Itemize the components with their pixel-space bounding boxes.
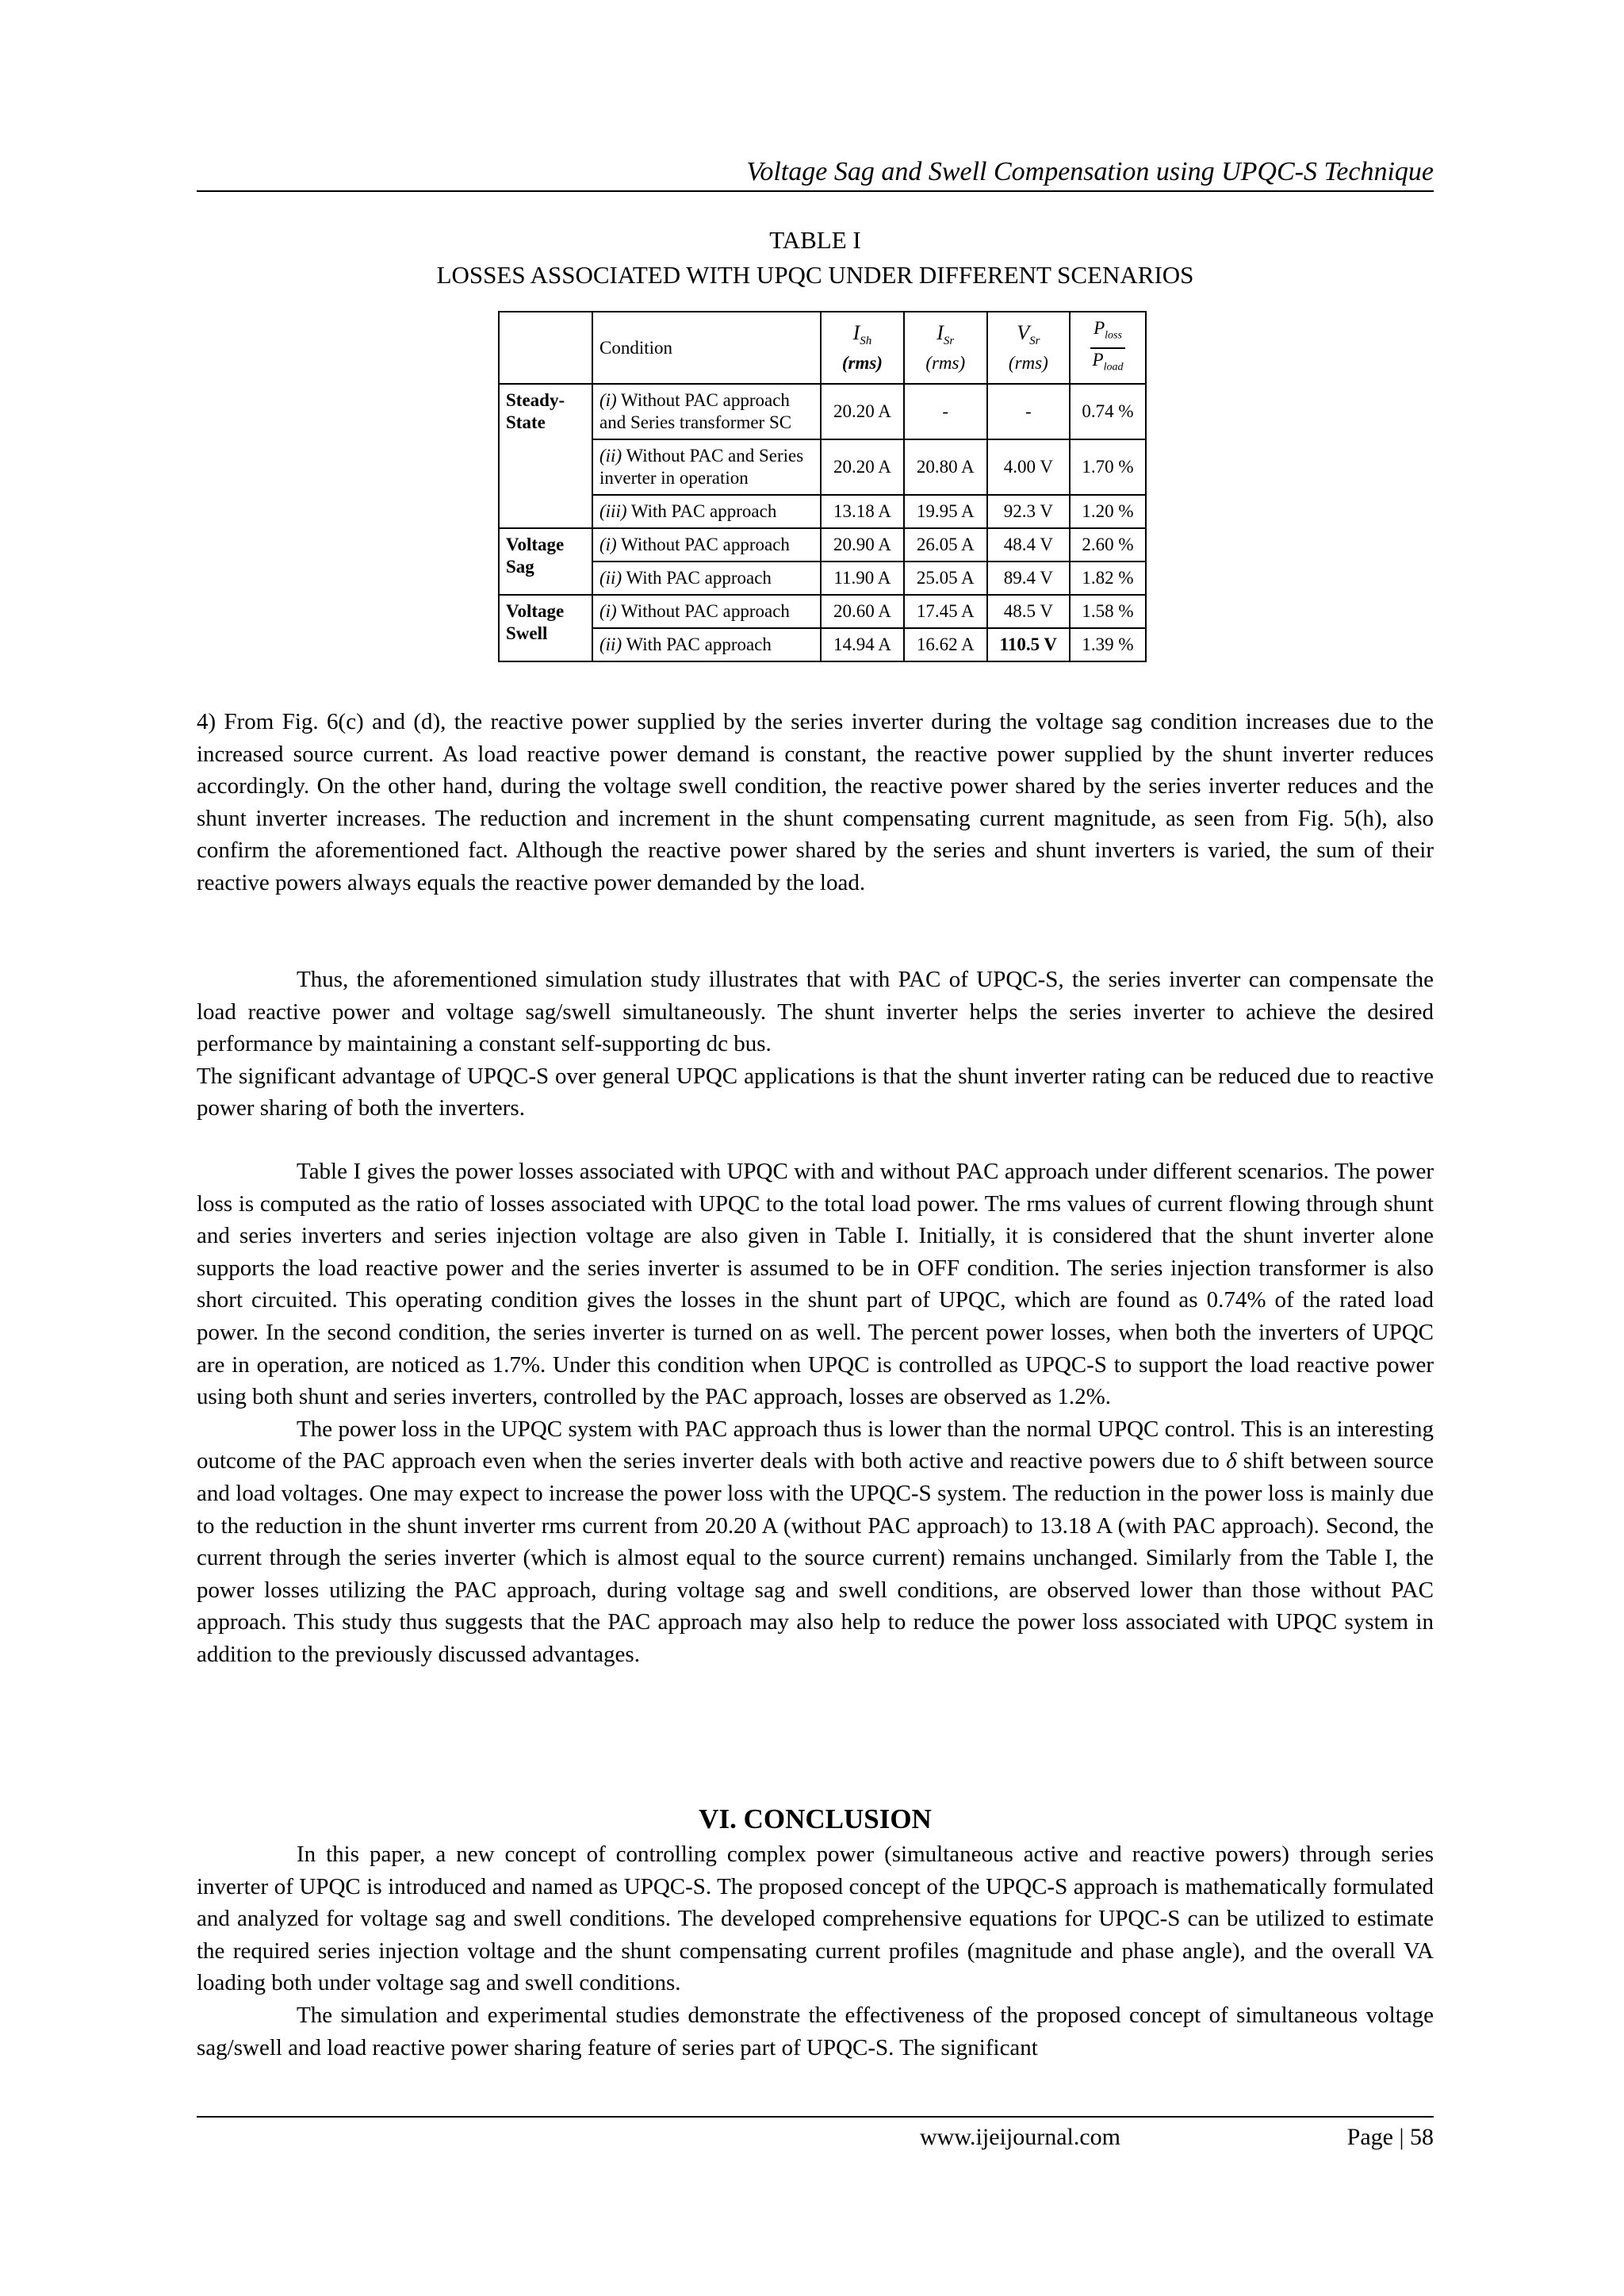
scenario-voltage-swell: Voltage Swell bbox=[499, 595, 592, 661]
cell-ish: 20.20 A bbox=[821, 384, 904, 439]
paragraph-text: Table I gives the power losses associated with UPQC with and without PAC approach under different scenarios. The power loss is computed as the ratio of losses associated with UPQC to the total load power. The rms values of current flowing through shunt and series inverters and series injection voltage are also given in Table I. Initially, it is considered that the shunt inverter alone supports the load reactive power and the series inverter is assumed to be in OFF condition. The series injection transformer is also short circuited. This operating condition gives the losses in the shunt part of UPQC, which are found as 0.74% of the rated load power. In the second condition, the series inverter is turned on as well. The percent power losses, when both the inverters of UPQC are in operation, are noticed as 1.7%. Under this condition when UPQC is controlled as UPQC-S to support the load reactive power using both shunt and series inverters, controlled by the PAC approach, losses are observed as 1.2%. bbox=[197, 1159, 1434, 1410]
cell-loss: 0.74 % bbox=[1070, 384, 1146, 439]
scenario-voltage-sag: Voltage Sag bbox=[499, 528, 592, 595]
footer-rule bbox=[197, 2116, 1434, 2118]
table-row bbox=[499, 562, 1146, 595]
row-condition: (ii) With PAC approach bbox=[592, 628, 821, 661]
cell-ish: 20.20 A bbox=[821, 439, 904, 495]
cell-ish: 11.90 A bbox=[821, 562, 904, 595]
row-condition: (i) Without PAC approach bbox=[592, 595, 821, 628]
table-row bbox=[499, 628, 1146, 661]
table-row bbox=[499, 384, 1146, 439]
cell-vsr: 89.4 V bbox=[987, 562, 1070, 595]
header-ish: $I_{Sh}$ (rms) bbox=[821, 312, 904, 384]
cell-isr: 19.95 A bbox=[904, 495, 987, 528]
table-row bbox=[499, 439, 1146, 495]
paragraph-reactive-power bbox=[197, 706, 1434, 899]
paragraph-text: 4) From Fig. 6(c) and (d), the reactive power supplied by the series inverter during the voltage sag condition increases due to the increased source current. As load reactive power demand is constant, the reactive power supplied by the shunt inverter reduces accordingly. On the other hand, during the voltage swell condition, the reactive power shared by the series inverter reduces and the shunt inverter increases. The reduction and increment in the shunt compensating current magnitude, as seen from Fig. 5(h), also confirm the aforementioned fact. Although the reactive power shared by the series and shunt inverters is varied, the sum of their reactive powers always equals the reactive power demanded by the load. bbox=[197, 709, 1434, 895]
table-row bbox=[499, 595, 1146, 628]
paragraph-conclusion bbox=[197, 1838, 1434, 2064]
cell-vsr: 92.3 V bbox=[987, 495, 1070, 528]
table-label: TABLE I bbox=[769, 226, 861, 254]
table-row bbox=[499, 495, 1146, 528]
cell-ish: 20.60 A bbox=[821, 595, 904, 628]
paragraph-table-discussion bbox=[197, 1156, 1434, 1671]
header-condition: Condition bbox=[592, 312, 821, 384]
cell-loss: 1.58 % bbox=[1070, 595, 1146, 628]
losses-table bbox=[498, 311, 1147, 662]
paragraph-text: The significant advantage of UPQC-S over general UPQC applications is that the shunt inverter rating can be reduced due to reactive power sharing of both the inverters. bbox=[197, 1063, 1434, 1121]
row-condition: (ii) Without PAC and Series inverter in operation bbox=[592, 439, 821, 495]
paragraph-text: The simulation and experimental studies demonstrate the effectiveness of the proposed concept of simultaneous voltage sag/swell and load reactive power sharing feature of series part of UPQC-S. The significant bbox=[197, 2002, 1434, 2060]
paragraph-simulation-summary bbox=[197, 964, 1434, 1125]
row-condition: (ii) With PAC approach bbox=[592, 562, 821, 595]
cell-ish: 13.18 A bbox=[821, 495, 904, 528]
paragraph-text: Thus, the aforementioned simulation study illustrates that with PAC of UPQC-S, the series inverter can compensate the load reactive power and voltage sag/swell simultaneously. The shunt inverter helps the series inverter to achieve the desired performance by maintaining a constant self-supporting dc bus. bbox=[197, 967, 1434, 1057]
cell-isr: 25.05 A bbox=[904, 562, 987, 595]
row-condition: (iii) With PAC approach bbox=[592, 495, 821, 528]
cell-isr: 20.80 A bbox=[904, 439, 987, 495]
paragraph-text: The power loss in the UPQC system with PAC approach thus is lower than the normal UPQC control. This is an interesting outcome of the PAC approach even when the series inverter deals with both active and reactive powers due to δ shift between source and load voltages. One may expect to increase the power loss with the UPQC-S system. The reduction in the power loss is mainly due to the reduction in the shunt inverter rms current from 20.20 A (without PAC approach) to 13.18 A (with PAC approach). Second, the current through the series inverter (which is almost equal to the source current) remains unchanged. Similarly from the Table I, the power losses utilizing the PAC approach, during voltage sag and swell conditions, are observed lower than those without PAC approach. This study thus suggests that the PAC approach may also help to reduce the power loss associated with UPQC system in addition to the previously discussed advantages. bbox=[197, 1416, 1434, 1667]
cell-vsr: 4.00 V bbox=[987, 439, 1070, 495]
cell-vsr: 48.4 V bbox=[987, 528, 1070, 562]
table-title: LOSSES ASSOCIATED WITH UPQC UNDER DIFFERENT SCENARIOS bbox=[436, 261, 1194, 289]
cell-ish: 14.94 A bbox=[821, 628, 904, 661]
page-number: Page | 58 bbox=[1346, 2124, 1434, 2150]
header-isr: $I_{Sr}$ (rms) bbox=[904, 312, 987, 384]
cell-isr: 17.45 A bbox=[904, 595, 987, 628]
cell-vsr: 110.5 V bbox=[987, 628, 1070, 661]
cell-isr: 26.05 A bbox=[904, 528, 987, 562]
header-empty bbox=[499, 312, 592, 384]
cell-vsr: 48.5 V bbox=[987, 595, 1070, 628]
header-rule bbox=[197, 190, 1434, 192]
paragraph-text: In this paper, a new concept of controlling complex power (simultaneous active and reactive powers) through series inverter of UPQC is introduced and named as UPQC-S. The proposed concept of the UPQC-S approach is mathematically formulated and analyzed for voltage sag and swell conditions. The developed comprehensive equations for UPQC-S can be utilized to estimate the required series injection voltage and the shunt compensating current profiles (magnitude and phase angle), and the overall VA loading both under voltage sag and swell conditions. bbox=[197, 1842, 1434, 1996]
header-loss-ratio: $\frac{P_{loss}}{P_{load}}$ bbox=[1070, 312, 1146, 384]
journal-url[interactable]: www.ijeijournal.com bbox=[920, 2124, 1120, 2150]
cell-loss: 1.39 % bbox=[1070, 628, 1146, 661]
scenario-steady-state: Steady-State bbox=[499, 384, 592, 528]
cell-loss: 1.82 % bbox=[1070, 562, 1146, 595]
cell-loss: 1.20 % bbox=[1070, 495, 1146, 528]
header-vsr: $V_{Sr}$ (rms) bbox=[987, 312, 1070, 384]
table-row bbox=[499, 528, 1146, 562]
section-heading-conclusion: VI. CONCLUSION bbox=[699, 1803, 932, 1834]
row-condition: (i) Without PAC approach bbox=[592, 528, 821, 562]
cell-loss: 1.70 % bbox=[1070, 439, 1146, 495]
running-title: Voltage Sag and Swell Compensation using UPQC-S Technique bbox=[746, 157, 1434, 186]
table-header-row bbox=[499, 312, 1146, 384]
cell-vsr: - bbox=[987, 384, 1070, 439]
cell-isr: - bbox=[904, 384, 987, 439]
cell-ish: 20.90 A bbox=[821, 528, 904, 562]
cell-loss: 2.60 % bbox=[1070, 528, 1146, 562]
row-condition: (i) Without PAC approach and Series transformer SC bbox=[592, 384, 821, 439]
cell-isr: 16.62 A bbox=[904, 628, 987, 661]
